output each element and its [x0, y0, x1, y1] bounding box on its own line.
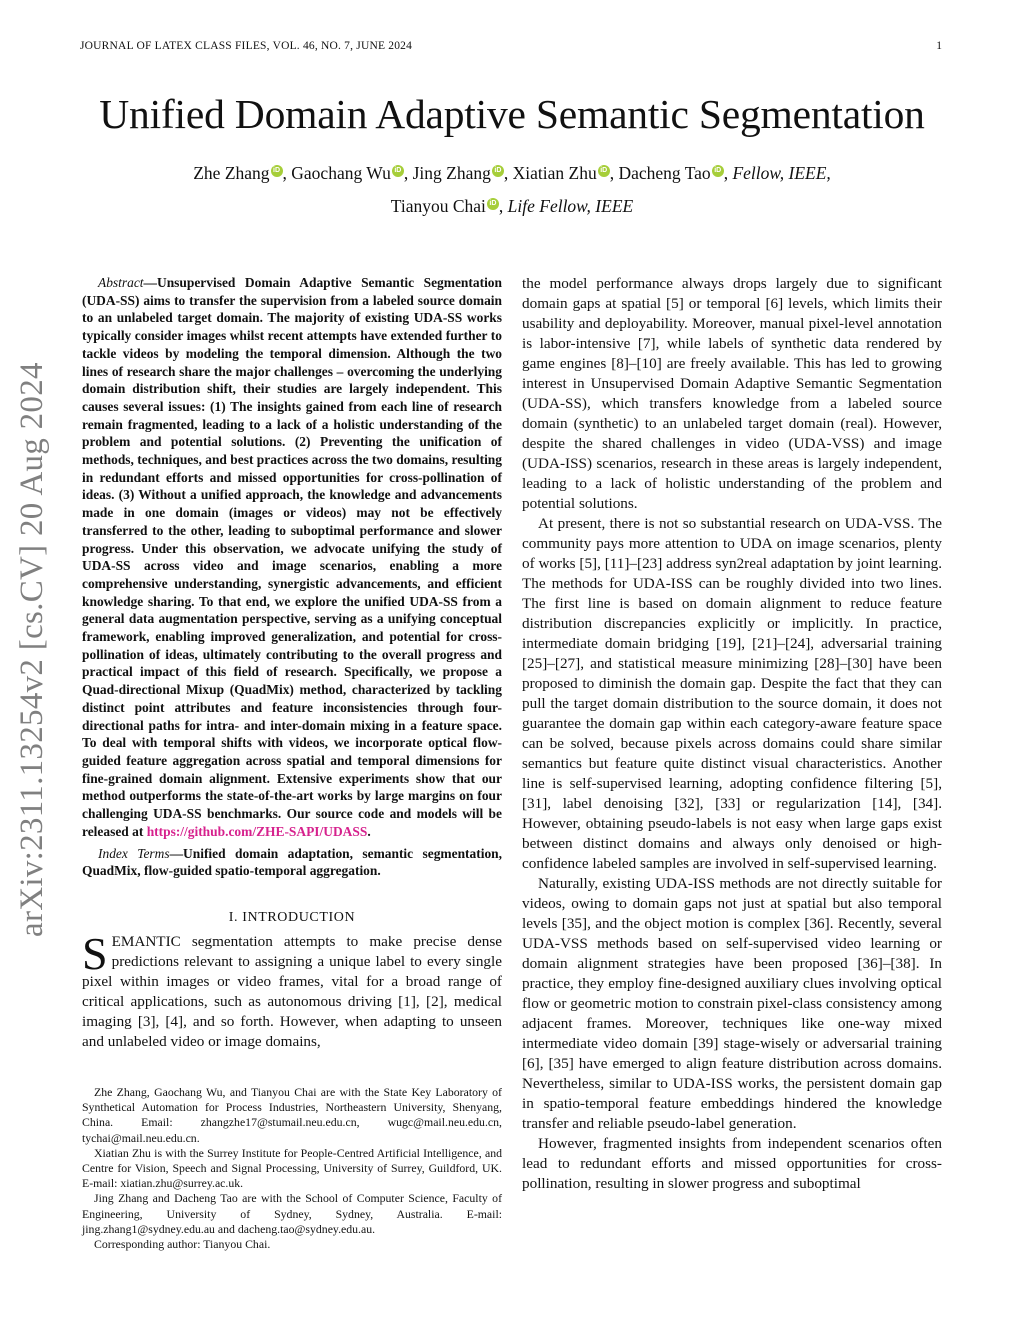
footnote: Xiatian Zhu is with the Surrey Institute for People-Centred Artificial Intelligence, and Centre for Vision, Speech and Signal Processing, University of Surrey, Guildford, UK. E-mail: xiatian.zhu@surrey.ac.uk.: [82, 1145, 502, 1191]
orcid-icon[interactable]: iD: [492, 165, 504, 177]
author-name: Gaochang Wu: [291, 163, 391, 183]
footnote: Zhe Zhang, Gaochang Wu, and Tianyou Chai are with the State Key Laboratory of Synthetical Automation for Process Industries, Northeastern University, Shenyang, China. Email: zhangzhe17@stumail.neu.edu.cn, wugc@mail.neu.edu.cn, tychai@mail.neu.edu.cn.: [82, 1085, 502, 1145]
body-paragraph: Naturally, existing UDA-ISS methods are not directly suitable for videos, owing to domain gaps not just at spatial but also temporal levels [35], and the object motion is complex [36]. Recently, several UDA-VSS methods based on self-supervised video learning or domain alignment strategies have been proposed [36]–[38]. In practice, they employ fine-designed auxiliary clues involving optical flow or geometric motion to constrain pixel-class consistency among adjacent frames. Moreover, techniques like one-way mixed intermediate video domain [39] stage-wisely or adversarial training [6], [35] have emerged to align feature distribution across domains. Nevertheless, similar to UDA-ISS works, the persistent domain gap in spatio-temporal feature embeddings hindered the knowledge transfer and reliable pseudo-label generation.: [522, 875, 942, 1132]
author-list-line2: Tianyou Chai iD , Life Fellow, IEEE: [390, 196, 634, 216]
orcid-icon[interactable]: iD: [271, 165, 283, 177]
author-name: Tianyou Chai: [390, 196, 486, 216]
index-terms-text: —Unified domain adaptation, semantic segmentation, QuadMix, flow-guided spatio-temporal aggregation.: [82, 845, 502, 879]
intro-paragraph-text: EMANTIC segmentation attempts to make precise dense predictions relevant to assigning a unique label to every single pixel within images or video frames, vital for a broad range of critical applications, such as autonomous driving [1], [2], medical imaging [3], [4], and so forth. However, when adapting to unseen and unlabeled video or image domains,: [82, 932, 502, 1050]
intro-text: [82, 927, 502, 1052]
orcid-icon[interactable]: iD: [712, 165, 724, 177]
orcid-icon[interactable]: iD: [598, 165, 610, 177]
orcid-icon[interactable]: iD: [392, 165, 404, 177]
section-heading: I. INTRODUCTION: [228, 909, 356, 925]
author-name: Jing Zhang: [412, 163, 491, 183]
arxiv-watermark: arXiv:2311.13254v2 [cs.CV] 20 Aug 2024: [14, 362, 50, 937]
author-name: Xiatian Zhu: [512, 163, 597, 183]
footnotes: [82, 1085, 502, 1252]
orcid-icon[interactable]: iD: [487, 198, 499, 210]
paper-title: Unified Domain Adaptive Semantic Segmentation: [99, 91, 925, 137]
page-number: 1: [936, 40, 942, 52]
index-terms: [82, 845, 502, 880]
author-name: Zhe Zhang: [193, 163, 270, 183]
author-affiliation-suffix: Life Fellow, IEEE: [507, 196, 634, 216]
footnote: Jing Zhang and Dacheng Tao are with the School of Computer Science, Faculty of Engineering, University of Sydney, Sydney, Australia. E-mail: jing.zhang1@sydney.edu.au and dacheng.tao@sydney.edu.au.: [82, 1191, 502, 1236]
intro-paragraph: [82, 927, 502, 1052]
abstract-label: Abstract: [98, 275, 144, 290]
author-affiliation-suffix: Fellow, IEEE,: [732, 163, 831, 183]
body-paragraph: At present, there is not so substantial research on UDA-VSS. The community pays more attention to UDA on image scenarios, plenty of works [5], [11]–[23] address syn2real adaptation by joint learning. The methods for UDA-ISS can be roughly divided into two lines. The first line is based on domain alignment to reduce feature distribution discrepancies explicitly or implicitly. In practice, intermediate domain bridging [19], [21]–[24], adversarial training [25]–[27], and statistical measure minimizing [28]–[30] have been proposed to diminish the domain gap. Despite the fact that they can pull the target domain distribution to the source domain, it does not guarantee the domain gap within each category-aware feature space can be solved, because pixels across domains could share similar semantics but feature quite distinct visual characteristics. Another line is self-supervised learning, adopting confidence filtering [5], [31], label denoising [32], [33] or regularization [14], [34]. However, obtaining pseudo-labels is not easy when large gaps exist between distinct domains and always only denoised or high-confidence labeled samples are involved in self-supervised learning.: [522, 515, 942, 872]
body-paragraph: However, fragmented insights from independent scenarios often lead to redundant efforts and missed opportunities for cross-pollination, resulting in slower progress and suboptimal: [522, 1135, 942, 1192]
dropcap: S: [82, 927, 108, 979]
abstract: [82, 274, 502, 841]
abstract-text: —Unsupervised Domain Adaptive Semantic Segmentation (UDA-SS) aims to transfer the supervision from a labeled source domain to an unlabeled target domain. The majority of existing UDA-SS works typically consider images whilst recent attempts have extended further to tackle videos by modeling the temporal dimension. Although the two lines of research share the major challenges – overcoming the underlying domain distribution shift, their studies are largely independent. This causes several issues: (1) The insights gained from each line of research remain fragmented, leading to a lack of a holistic understanding of the problem and potential solutions. (2) Preventing the unification of methods, techniques, and best practices across the two domains, resulting in redundant efforts and missed opportunities for cross-pollination of ideas. (3) Without a unified approach, the knowledge and advancements made in one domain (images or videos) may not be effectively transferred to the other, leading to suboptimal performance and slower progress. Under this observation, we advocate unifying the study of UDA-SS across video and image scenarios, enabling a more comprehensive understanding, synergistic advancements, and efficient knowledge sharing. To that end, we explore the unified UDA-SS from a general data augmentation perspective, serving as a unifying conceptual framework, enabling improved generalization, and potential for cross-pollination of ideas, ultimately contributing to the overall progress and practical impact of this field of research. Specifically, we propose a Quad-directional Mixup (QuadMix) method, characterized by tackling distinct point attributes and feature inconsistencies through four-directional paths for intra- and inter-domain mixing in a feature space. To deal with temporal shifts with videos, we incorporate optical flow-guided feature aggregation across spatial and temporal dimensions for fine-grained domain alignment. Extensive experiments show that our method outperforms the state-of-the-art works by large margins on four challenging UDA-SS benchmarks. Our source code and models will be released at: [82, 275, 502, 839]
source-code-link[interactable]: https://github.com/ZHE-SAPI/UDASS: [146, 823, 368, 839]
index-terms-label: Index Terms: [98, 845, 170, 861]
right-column: [522, 274, 942, 1194]
author-name: Dacheng Tao: [618, 163, 711, 183]
left-column: [82, 274, 502, 1052]
footnote: Corresponding author: Tianyou Chai.: [94, 1237, 271, 1252]
body-paragraph: the model performance always drops largely due to significant domain gaps at spatial [5] or temporal [6] levels, which limits their usability and deployability. Moreover, manual pixel-level annotation is labor-intensive [7], while labels of synthetic data rendered by game engines [8]–[10] are freely available. This has led to growing interest in Unsupervised Domain Adaptive Semantic Segmentation (UDA-SS), which transfers knowledge from a labeled source domain (synthetic) to an unlabeled target domain (real). However, despite the shared challenges in video (UDA-VSS) and image (UDA-ISS) scenarios, research in these areas is largely independent, leading to a lack of holistic understanding of the problem and potential solutions.: [522, 275, 942, 512]
abstract-end: .: [367, 823, 371, 839]
running-header: JOURNAL OF LATEX CLASS FILES, VOL. 46, NO. 7, JUNE 2024: [80, 40, 413, 52]
author-list-line1: Zhe Zhang iD , Gaochang Wu iD , Jing Zhang iD , Xiatian Zhu iD , Dacheng Tao iD , Fellow, IEEE,: [193, 163, 831, 183]
